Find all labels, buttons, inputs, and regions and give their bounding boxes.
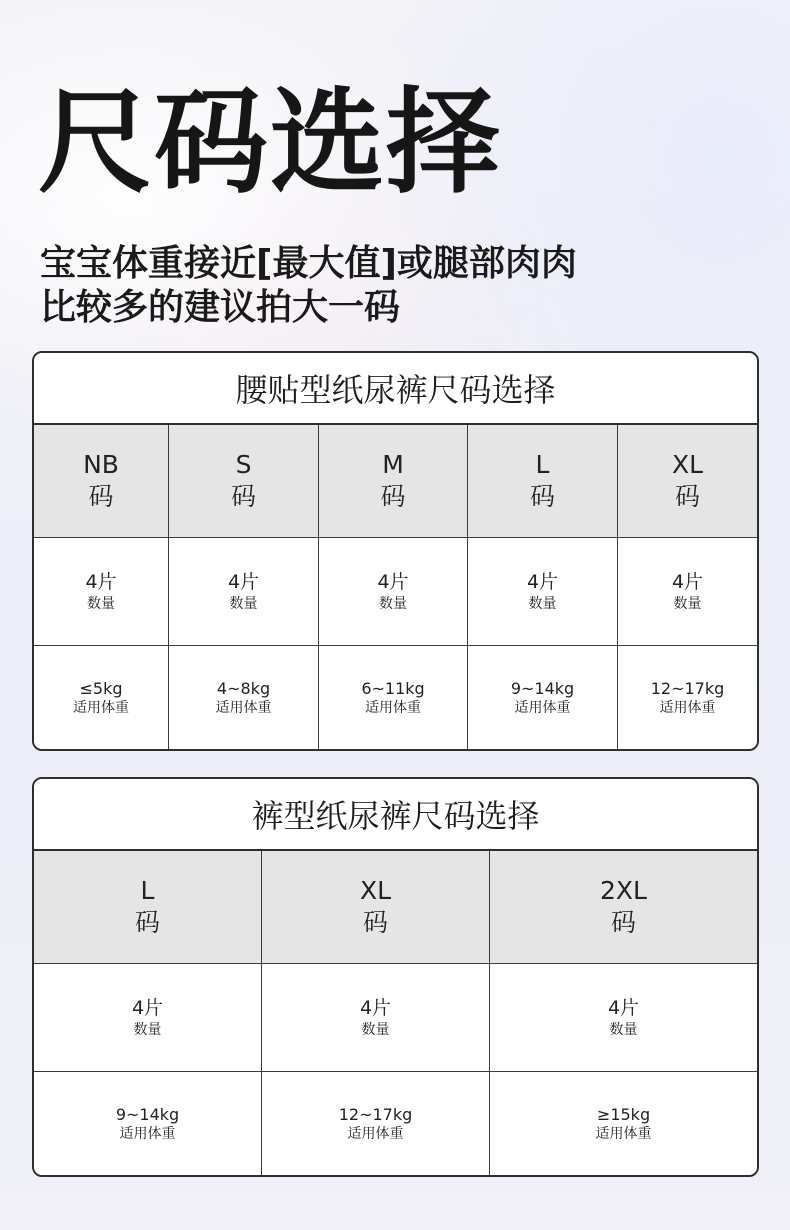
weight-cell — [319, 646, 468, 751]
size-cell-xl — [618, 425, 757, 537]
quantity-row — [34, 538, 757, 646]
size-cell-l — [34, 851, 262, 963]
weight-value: ≤5kg — [79, 679, 123, 698]
size-unit: 码 — [674, 482, 700, 511]
table-title: 腰贴型纸尿裤尺码选择 — [34, 353, 757, 425]
quantity-value: 4片 — [526, 570, 559, 593]
quantity-label: 数量 — [133, 1021, 162, 1038]
weight-cell — [490, 1072, 757, 1177]
quantity-value: 4片 — [607, 996, 640, 1019]
quantity-label: 数量 — [229, 595, 258, 612]
size-cell-s — [169, 425, 319, 537]
quantity-label: 数量 — [528, 595, 557, 612]
weight-cell — [34, 646, 169, 751]
weight-cell — [169, 646, 319, 751]
size-code: XL — [359, 876, 392, 905]
weight-label: 适用体重 — [659, 700, 716, 716]
quantity-cell — [319, 538, 468, 645]
weight-value: 6~11kg — [361, 679, 425, 698]
pant-diaper-size-table — [32, 777, 759, 1177]
sizing-advice-line-2: 比较多的建议拍大一码 — [40, 287, 401, 328]
size-unit: 码 — [134, 908, 160, 937]
size-cell-m — [319, 425, 468, 537]
tape-diaper-size-table — [32, 351, 759, 751]
quantity-cell — [468, 538, 618, 645]
quantity-cell — [34, 538, 169, 645]
quantity-label: 数量 — [361, 1021, 390, 1038]
sizing-advice-line-1: 宝宝体重接近[最大值]或腿部肉肉 — [40, 243, 577, 284]
quantity-cell — [34, 964, 262, 1071]
size-unit: 码 — [529, 482, 555, 511]
table-title: 裤型纸尿裤尺码选择 — [34, 779, 757, 851]
size-unit: 码 — [362, 908, 388, 937]
weight-value: ≥15kg — [596, 1105, 651, 1124]
weight-label: 适用体重 — [119, 1126, 176, 1142]
quantity-cell — [618, 538, 757, 645]
size-header-row — [34, 425, 757, 538]
weight-row — [34, 1072, 757, 1177]
quantity-label: 数量 — [609, 1021, 638, 1038]
size-cell-2xl — [490, 851, 757, 963]
size-code: L — [535, 450, 550, 479]
quantity-row — [34, 964, 757, 1072]
weight-label: 适用体重 — [365, 700, 421, 716]
weight-label: 适用体重 — [73, 700, 129, 716]
weight-label: 适用体重 — [347, 1126, 404, 1142]
size-cell-xl — [262, 851, 490, 963]
quantity-value: 4片 — [671, 570, 704, 593]
weight-label: 适用体重 — [215, 700, 272, 716]
size-code: 2XL — [600, 876, 647, 905]
weight-cell — [618, 646, 757, 751]
size-code: M — [382, 450, 404, 479]
quantity-value: 4片 — [359, 996, 392, 1019]
weight-label: 适用体重 — [595, 1126, 652, 1142]
weight-value: 9~14kg — [115, 1105, 180, 1124]
weight-value: 12~17kg — [650, 679, 725, 698]
weight-row — [34, 646, 757, 751]
size-unit: 码 — [230, 482, 256, 511]
sizing-advice — [40, 242, 577, 330]
size-code: NB — [83, 450, 119, 479]
size-cell-l — [468, 425, 618, 537]
size-code: XL — [671, 450, 704, 479]
quantity-cell — [490, 964, 757, 1071]
quantity-value: 4片 — [131, 996, 164, 1019]
quantity-cell — [169, 538, 319, 645]
quantity-label: 数量 — [87, 595, 115, 612]
size-unit: 码 — [88, 482, 114, 511]
weight-label: 适用体重 — [514, 700, 571, 716]
quantity-value: 4片 — [227, 570, 260, 593]
weight-cell — [262, 1072, 490, 1177]
size-unit: 码 — [380, 482, 406, 511]
quantity-cell — [262, 964, 490, 1071]
weight-cell — [468, 646, 618, 751]
size-cell-nb — [34, 425, 169, 537]
size-header-row — [34, 851, 757, 964]
page-title: 尺码选择 — [38, 76, 503, 209]
quantity-label: 数量 — [379, 595, 407, 612]
size-unit: 码 — [610, 908, 636, 937]
quantity-value: 4片 — [377, 570, 409, 593]
size-code: L — [140, 876, 155, 905]
size-code: S — [235, 450, 252, 479]
quantity-value: 4片 — [85, 570, 117, 593]
weight-value: 9~14kg — [510, 679, 575, 698]
weight-cell — [34, 1072, 262, 1177]
weight-value: 12~17kg — [338, 1105, 413, 1124]
weight-value: 4~8kg — [216, 679, 271, 698]
quantity-label: 数量 — [673, 595, 702, 612]
